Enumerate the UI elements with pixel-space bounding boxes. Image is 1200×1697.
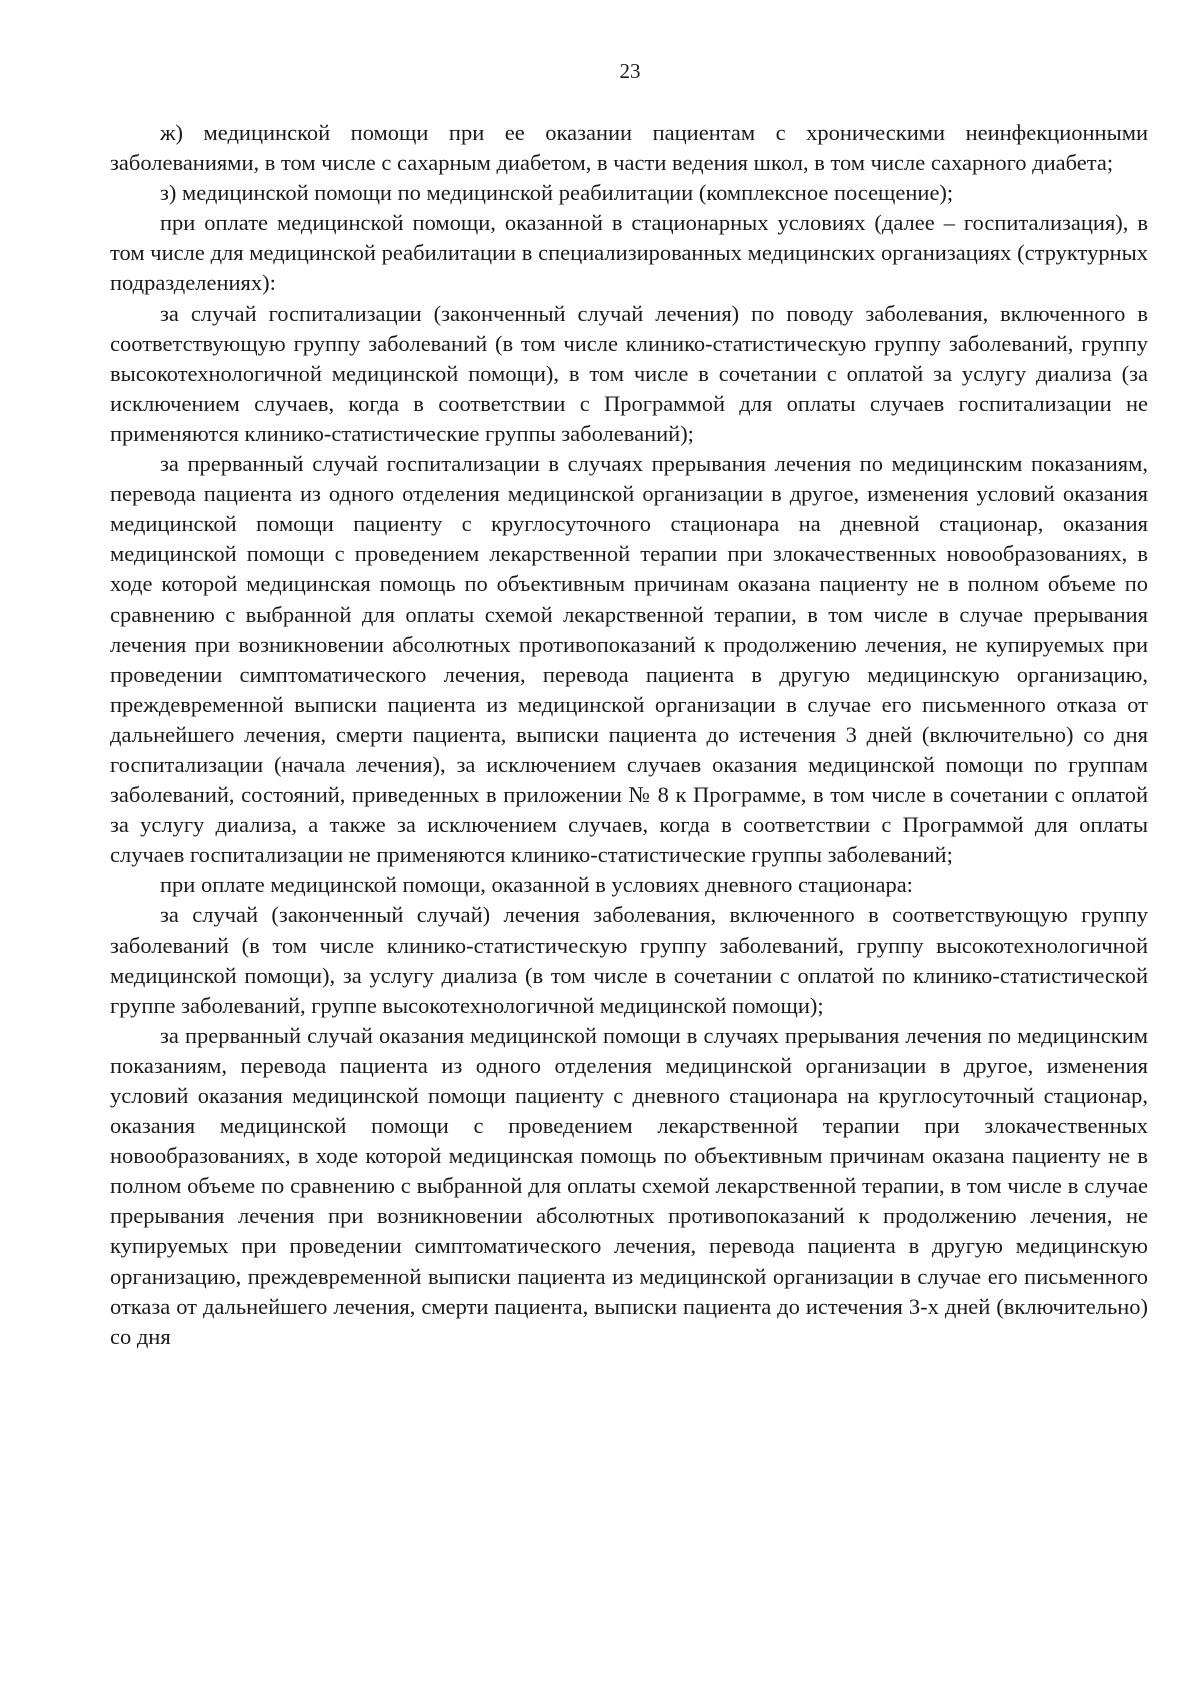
page-number: 23: [619, 59, 641, 83]
document-body: [110, 118, 1148, 1352]
paragraph-interrupted-hospitalization: за прерванный случай госпитализации в случаях прерывания лечения по медицинским показаниям, перевода пациента из одного отделения медицинской организации в другое, изменения условий оказания медицинской помощи пациенту с круглосуточного стационара на дневной стационар, оказания медицинской помощи с проведением лекарственной терапии при злокачественных новообразованиях, в ходе которой медицинская помощь по объективным причинам оказана пациенту не в полном объеме по сравнению с выбранной для оплаты схемой лекарственной терапии, в том числе в случае прерывания лечения при возникновении абсолютных противопоказаний к продолжению лечения, не купируемых при проведении симптоматического лечения, перевода пациента в другую медицинскую организацию, преждевременной выписки пациента из медицинской организации в случае его письменного отказа от дальнейшего лечения, смерти пациента, выписки пациента до истечения 3 дней (включительно) со дня госпитализации (начала лечения), за исключением случаев оказания медицинской помощи по группам заболеваний, состояний, приведенных в приложении № 8 к Программе, в том числе в сочетании с оплатой за услугу диализа, а также за исключением случаев, когда в соответствии с Программой для оплаты случаев госпитализации не применяются клинико-статистические группы заболеваний;: [110, 451, 1148, 868]
paragraph-day-hospital-payment: при оплате медицинской помощи, оказанной в условиях дневного стационара:: [160, 872, 913, 898]
paragraph-hospitalization-case: за случай госпитализации (законченный случай лечения) по поводу заболевания, включенного в соответствующую группу заболеваний (в том числе клинико-статистическую группу заболеваний, группу высокотехнологичной медицинской помощи), в том числе в сочетании с оплатой за услугу диализа (за исключением случаев, когда в соответствии с Программой для оплаты случаев госпитализации не применяются клинико-статистические группы заболеваний);: [110, 300, 1148, 446]
paragraph-day-hospital-case: за случай (законченный случай) лечения заболевания, включенного в соответствующую группу заболеваний (в том числе клинико-статистическую группу заболеваний, группу высокотехнологичной медицинской помощи), за услугу диализа (в том числе в сочетании с оплатой по клинико-статистической группе заболеваний, группе высокотехнологичной медицинской помощи);: [110, 902, 1148, 1018]
paragraph-interrupted-day-hospital-case: за прерванный случай оказания медицинской помощи в случаях прерывания лечения по медицинским показаниям, перевода пациента из одного отделения медицинской организации в другое, изменения условий оказания медицинской помощи пациенту с дневного стационара на круглосуточный стационар, оказания медицинской помощи с проведением лекарственной терапии при злокачественных новообразованиях, в ходе которой медицинская помощь по объективным причинам оказана пациенту не в полном объеме по сравнению с выбранной для оплаты схемой лекарственной терапии, в том числе в случае прерывания лечения при возникновении абсолютных противопоказаний к продолжению лечения, не купируемых при проведении симптоматического лечения, перевода пациента в другую медицинскую организацию, преждевременной выписки пациента из медицинской организации в случае его письменного отказа от дальнейшего лечения, смерти пациента, выписки пациента до истечения 3-х дней (включительно) со дня: [110, 1022, 1148, 1349]
paragraph-z: з) медицинской помощи по медицинской реабилитации (комплексное посещение);: [160, 180, 954, 206]
paragraph-inpatient-payment: при оплате медицинской помощи, оказанной в стационарных условиях (далее – госпитализация), в том числе для медицинской реабилитации в специализированных медицинских организациях (структурных подразделениях):: [110, 210, 1148, 296]
paragraph-zh: ж) медицинской помощи при ее оказании пациентам с хроническими неинфекционными заболеваниями, в том числе с сахарным диабетом, в части ведения школ, в том числе сахарного диабета;: [110, 120, 1148, 176]
